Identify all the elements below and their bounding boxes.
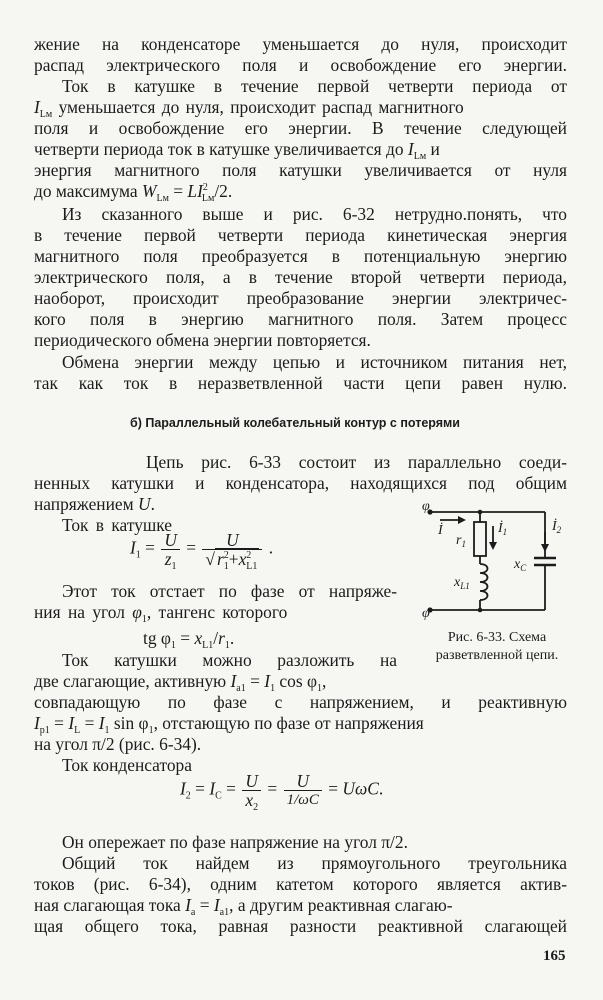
- inductor-xl1: [480, 564, 488, 600]
- figure-caption: Рис. 6-33. Схема: [447, 630, 547, 645]
- label-i2: $İ_2$: [552, 519, 562, 535]
- text-line: распад электрического поля и освобождение его энергии.: [34, 55, 567, 75]
- text-line: напряжением U.: [34, 494, 155, 514]
- text-line: Ток в катушке: [62, 515, 173, 535]
- text-line: до максимума $W_{Lм} = LI^2_{Lм}/2$.: [34, 181, 233, 204]
- text-line: ная слагающая тока $I_a = I_{a1}$, а другим реактивная слагаю-: [34, 895, 453, 918]
- text-line: Ток катушки можно разложить на: [62, 650, 397, 670]
- text-line: на угол π/2 (рис. 6-34).: [34, 734, 202, 754]
- text-line: наоборот, происходит преобразование энергии электричес-: [34, 288, 567, 308]
- page-number: 165: [543, 948, 566, 964]
- text-line: энергия магнитного поля катушки увеличивается от нуля: [34, 160, 567, 180]
- arrow-head: [541, 544, 549, 552]
- arrow-head: [458, 516, 466, 524]
- formula-coil-current: $I_1$ = $\frac{U}{z_1}$ = $\frac{U}{√ r^2_1+x^2_{L1}}$ .: [130, 530, 274, 572]
- junction-node: [478, 510, 483, 515]
- text-line: электрического поля, а в течение второй четверти периода,: [34, 267, 567, 287]
- formula-tangent: tg $\varphi_1 = x_{L1}/r_1$.: [143, 628, 235, 651]
- label-r1: $r_1$: [456, 533, 466, 549]
- text-line: совпадающую по фазе с напряжением, и реактивную: [34, 692, 567, 712]
- junction-node: [478, 608, 483, 613]
- text-line: периодического обмена энергии повторяется.: [34, 330, 371, 350]
- text-line: четверти периода ток в катушке увеличивается до $I_{Lм}$ и: [34, 139, 440, 162]
- arrow-head: [489, 542, 497, 550]
- text-line: Он опережает по фазе напряжение на угол π/2.: [62, 832, 408, 852]
- text-line: кого поля в энергию магнитного поля. Затем процесс: [34, 309, 567, 329]
- circuit-diagram: [420, 500, 570, 625]
- text-line: в течение первой четверти периода кинетическая энергия: [34, 225, 567, 245]
- text-line: ния на угол $\varphi_1$, тангенс которого: [34, 602, 288, 625]
- text-line: токов (рис. 6-34), одним катетом которого является актив-: [34, 874, 567, 894]
- label-i1: $İ_1$: [498, 521, 508, 537]
- formula-capacitor-current: $I_2 = I_C$ = $\frac{U}{x_2}$ = $\frac{U}{1/\omega C}$ = UωC.: [180, 771, 384, 813]
- label-phi-bottom: φ: [422, 606, 430, 621]
- label-phi-top: φ: [422, 500, 430, 514]
- text-line: жение на конденсаторе уменьшается до нуля, происходит: [34, 34, 567, 54]
- text-line: магнитного поля преобразуется в потенциальную энергию: [34, 246, 567, 266]
- text-line: Общий ток найдем из прямоугольного треугольника: [62, 853, 567, 873]
- label-xc: $x_C$: [514, 557, 527, 573]
- text-line: поля и освобождение его энергии. В течение следующей: [34, 118, 567, 138]
- text-line: Ток в катушке в течение первой четверти периода от: [62, 76, 567, 96]
- label-xl1: $x_{L1}$: [454, 575, 470, 591]
- text-line: Обмена энергии между цепью и источником питания нет,: [62, 352, 567, 372]
- text-line: $I_{Lм}$ уменьшается до нуля, происходит распад магнитного: [34, 97, 464, 120]
- section-heading: б) Параллельный колебательный контур с потерями: [130, 416, 460, 430]
- resistor-r1: [474, 522, 486, 556]
- figure-caption: разветвленной цепи.: [435, 648, 559, 663]
- text-line: Этот ток отстает по фазе от напряже-: [62, 581, 397, 601]
- text-line: Цепь рис. 6-33 состоит из параллельно соеди-: [146, 452, 567, 472]
- text-line: две слагающие, активную $I_{a1} = I_1$ $\cos \varphi_1$,: [34, 671, 327, 694]
- text-line: Из сказанного выше и рис. 6-32 нетрудно.понять, что: [62, 204, 567, 224]
- text-line: ненных катушки и конденсатора, находящихся под общим: [34, 473, 567, 493]
- text-line: Ток конденсатора: [62, 755, 192, 775]
- text-line: $I_{p1} = I_L = I_1$ $\sin \varphi_1$, отстающую по фазе от напряжения: [34, 713, 424, 736]
- label-i-main: İ: [438, 523, 443, 538]
- text-line: щая общего тока, равная разности реактивной слагающей: [34, 916, 567, 936]
- text-line: так как ток в неразветвленной части цепи равен нулю.: [34, 373, 567, 393]
